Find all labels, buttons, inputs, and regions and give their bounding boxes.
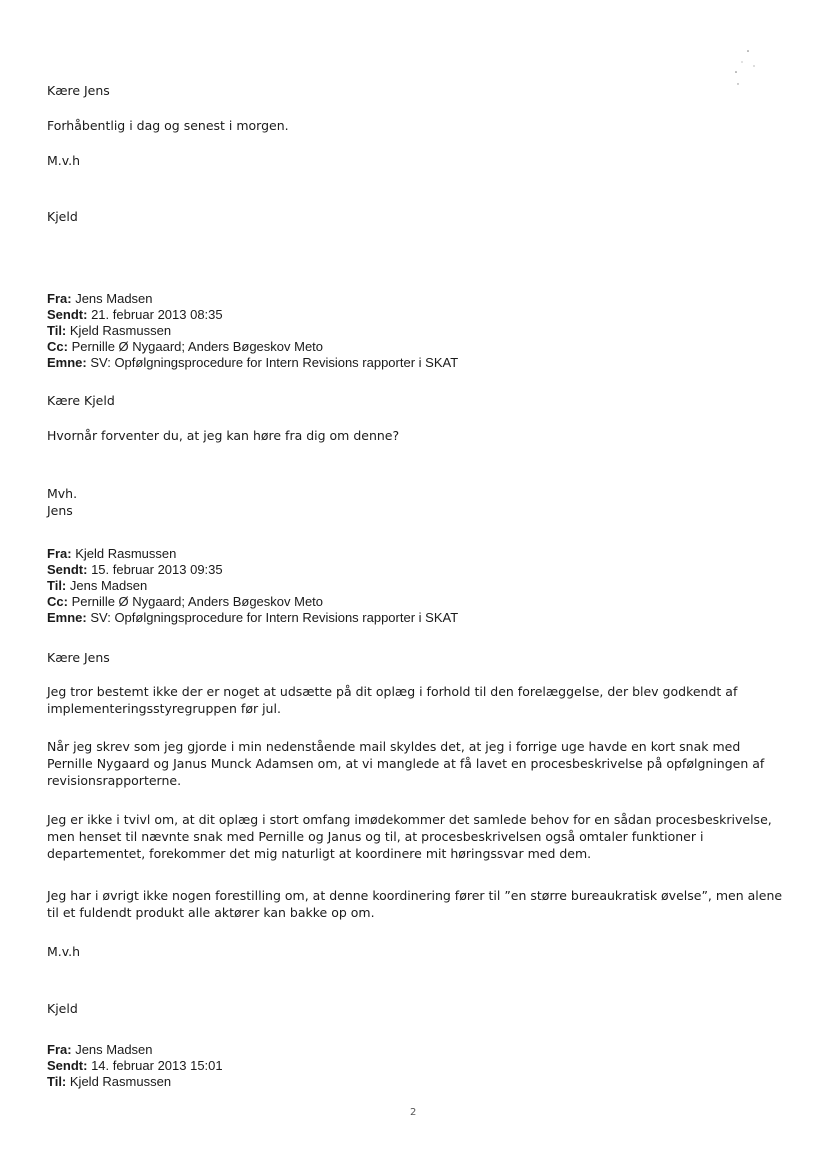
signature: Kjeld — [47, 209, 78, 224]
paragraph: Jeg er ikke i tvivl om, at dit oplæg i stort omfang imødekommer det samlede behov for en sådan procesbeskrivelse, men henset til nævnte snak med Pernille og Janus og til, at procesbeskrivelsen også omtaler funktioner i departementet, forekommer det mig naturligt at koordinere mit høringssvar med dem. — [47, 812, 772, 861]
greeting: Kære Kjeld — [47, 393, 115, 408]
signature: Kjeld — [47, 1001, 78, 1016]
paragraph: Jeg har i øvrigt ikke nogen forestilling om, at denne koordinering fører til ”en større bureaukratisk øvelse”, men alene til et fuldendt produkt alle aktører kan bakke op om. — [47, 888, 783, 920]
header-from: Fra: Jens Madsen — [47, 291, 153, 306]
header-sent: Sendt: 14. februar 2013 15:01 — [47, 1058, 223, 1073]
body-line: Hvornår forventer du, at jeg kan høre fra dig om denne? — [47, 428, 400, 443]
header-sent: Sendt: 21. februar 2013 08:35 — [47, 307, 223, 322]
closing: Mvh. — [47, 486, 78, 501]
paragraph: Jeg tror bestemt ikke der er noget at udsætte på dit oplæg i forhold til den forelæggelse, der blev godkendt af implementeringsstyregruppen før jul. — [47, 684, 738, 716]
paragraph: Når jeg skrev som jeg gjorde i min nedenstående mail skyldes det, at jeg i forrige uge havde en kort snak med Pernille Nygaard og Janus Munck Adamsen om, at vi manglede at få lavet en procesbeskrivelse på opfølgningen af revisionsrapporterne. — [47, 739, 765, 788]
greeting: Kære Jens — [47, 650, 110, 665]
header-subject: Emne: SV: Opfølgningsprocedure for Intern Revisions rapporter i SKAT — [47, 355, 459, 370]
header-to: Til: Kjeld Rasmussen — [47, 1074, 172, 1089]
signature: Jens — [47, 503, 73, 518]
header-to: Til: Jens Madsen — [47, 578, 148, 593]
header-from: Fra: Jens Madsen — [47, 1042, 153, 1057]
header-sent: Sendt: 15. februar 2013 09:35 — [47, 562, 223, 577]
header-cc: Cc: Pernille Ø Nygaard; Anders Bøgeskov Meto — [47, 339, 324, 354]
greeting: Kære Jens — [47, 83, 110, 98]
header-to: Til: Kjeld Rasmussen — [47, 323, 172, 338]
header-subject: Emne: SV: Opfølgningsprocedure for Intern Revisions rapporter i SKAT — [47, 610, 459, 625]
scan-specks — [730, 48, 760, 88]
closing: M.v.h — [47, 944, 81, 959]
header-cc: Cc: Pernille Ø Nygaard; Anders Bøgeskov Meto — [47, 594, 324, 609]
header-from: Fra: Kjeld Rasmussen — [47, 546, 177, 561]
page-number: 2 — [410, 1107, 417, 1118]
closing: M.v.h — [47, 153, 81, 168]
body-line: Forhåbentlig i dag og senest i morgen. — [47, 118, 289, 133]
